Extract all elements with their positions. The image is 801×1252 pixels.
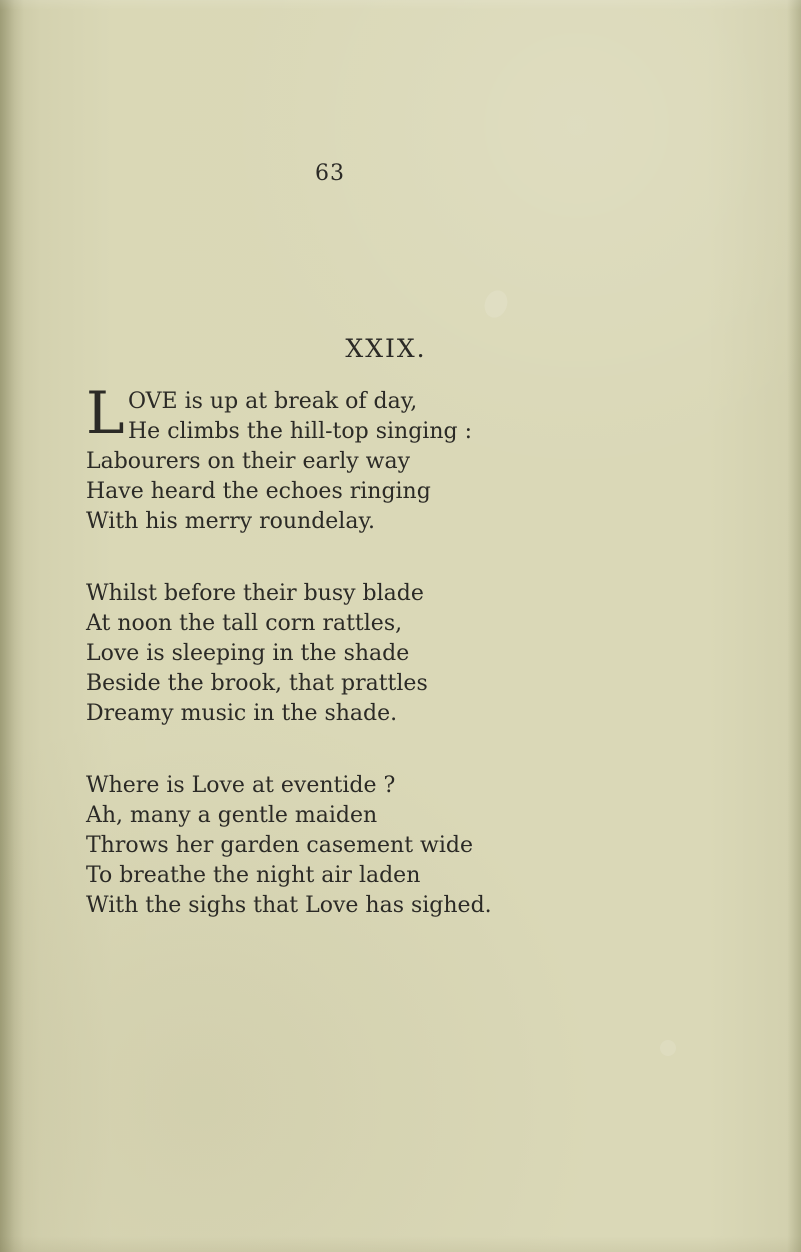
drop-cap: L [86, 379, 125, 447]
left-page-shadow [0, 0, 24, 1252]
poem-line: Love is sleeping in the shade [86, 641, 410, 666]
stanza [86, 771, 536, 921]
poem-line: Where is Love at eventide ? [86, 773, 396, 798]
right-page-shadow [787, 0, 801, 1252]
poem-line: To breathe the night air laden [86, 863, 421, 888]
stanza [86, 579, 536, 729]
poem-line: Whilst before their busy blade [86, 581, 424, 606]
poem-line: Ah, many a gentle maiden [86, 803, 378, 828]
poem-line: Beside the brook, that prattles [86, 671, 428, 696]
poem-line: At noon the tall corn rattles, [86, 611, 403, 636]
poem-line: Dreamy music in the shade. [86, 701, 398, 726]
section-title: XXIX. [345, 334, 427, 363]
poem-body [86, 379, 536, 963]
stanza [86, 379, 536, 537]
bottom-page-shadow [0, 1236, 801, 1252]
poem-line: With his merry roundelay. [86, 509, 375, 534]
poem-line: Throws her garden casement wide [86, 833, 473, 858]
poem-line: OVE is up at break of day, [128, 389, 418, 414]
page-number: 63 [315, 161, 345, 186]
poem-line: Have heard the echoes ringing [86, 479, 431, 504]
paper-smudge [481, 287, 511, 321]
poem-line: With the sighs that Love has sighed. [86, 893, 492, 918]
poem-line: Labourers on their early way [86, 449, 411, 474]
poem-line: He climbs the hill-top singing : [128, 419, 472, 444]
top-page-highlight [0, 0, 801, 10]
paper-smudge [660, 1040, 676, 1056]
